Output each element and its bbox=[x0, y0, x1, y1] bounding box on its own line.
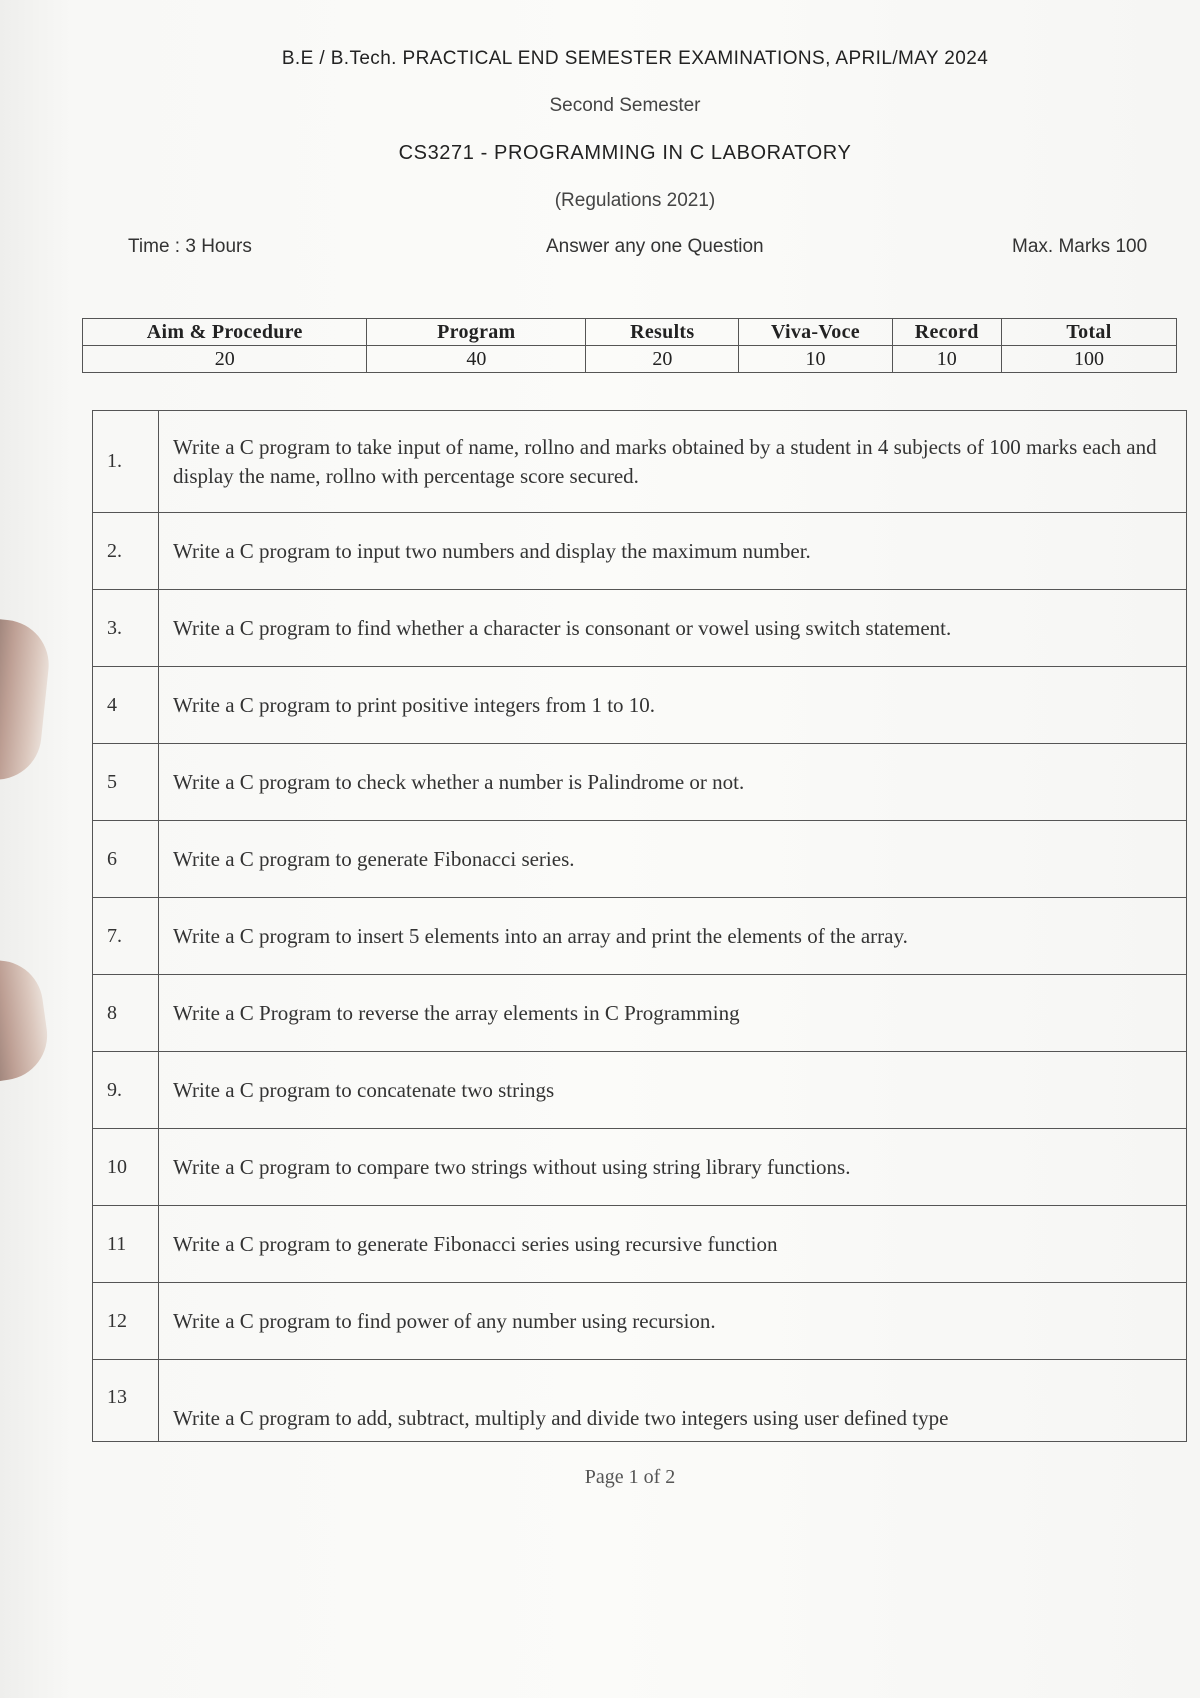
question-text: Write a C program to add, subtract, multiply and divide two integers using user defined type bbox=[173, 1406, 949, 1430]
question-number: 12 bbox=[93, 1283, 159, 1359]
question-row bbox=[93, 513, 1186, 590]
question-text: Write a C program to take input of name, rollno and marks obtained by a student in 4 subjects of 100 marks each and display the name, rollno with percentage score secured. bbox=[173, 434, 1157, 488]
question-row bbox=[93, 975, 1186, 1052]
question-text: Write a C program to input two numbers and display the maximum number. bbox=[173, 538, 811, 563]
course-title: CS3271 - PROGRAMMING IN C LABORATORY bbox=[398, 142, 852, 164]
question-number: 11 bbox=[93, 1206, 159, 1282]
regulations-label: (Regulations 2021) bbox=[554, 190, 716, 211]
question-text: Write a C program to print positive integers from 1 to 10. bbox=[173, 692, 656, 717]
semester-label: Second Semester bbox=[549, 95, 701, 116]
question-row bbox=[93, 898, 1186, 975]
question-row bbox=[93, 744, 1186, 821]
question-row bbox=[93, 667, 1186, 744]
marks-header-row bbox=[83, 319, 1177, 346]
question-text: Write a C program to insert 5 elements into an array and print the elements of the array. bbox=[173, 923, 908, 948]
question-number: 5 bbox=[93, 744, 159, 820]
question-number: 1. bbox=[93, 411, 159, 512]
question-text: Write a C program to find power of any number using recursion. bbox=[173, 1308, 716, 1333]
marks-value-program: 40 bbox=[367, 346, 586, 373]
page-number: Page 1 of 2 bbox=[584, 1466, 676, 1488]
question-number: 13 bbox=[93, 1360, 159, 1441]
question-row bbox=[93, 1206, 1186, 1283]
question-number: 2. bbox=[93, 513, 159, 589]
question-number: 8 bbox=[93, 975, 159, 1051]
marks-header-total: Total bbox=[1001, 319, 1176, 346]
marks-header-viva: Viva-Voce bbox=[739, 319, 892, 346]
marks-header-program: Program bbox=[367, 319, 586, 346]
marks-value-results: 20 bbox=[586, 346, 739, 373]
marks-header-aim: Aim & Procedure bbox=[83, 319, 367, 346]
marks-distribution-table bbox=[82, 318, 1177, 373]
question-row bbox=[93, 1129, 1186, 1206]
marks-value-record: 10 bbox=[892, 346, 1001, 373]
marks-header-record: Record bbox=[892, 319, 1001, 346]
question-text: Write a C program to find whether a character is consonant or vowel using switch statement. bbox=[173, 615, 952, 640]
question-number: 4 bbox=[93, 667, 159, 743]
question-text: Write a C program to concatenate two strings bbox=[173, 1077, 555, 1102]
questions-table bbox=[92, 410, 1187, 1442]
finger-shadow bbox=[0, 616, 53, 784]
question-number: 10 bbox=[93, 1129, 159, 1205]
question-row bbox=[93, 1052, 1186, 1129]
marks-value-viva: 10 bbox=[739, 346, 892, 373]
question-number: 9. bbox=[93, 1052, 159, 1128]
question-number: 3. bbox=[93, 590, 159, 666]
answer-instruction: Answer any one Question bbox=[546, 236, 764, 257]
finger-shadow bbox=[0, 955, 53, 1086]
question-row bbox=[93, 1283, 1186, 1360]
question-text: Write a C program to compare two strings without using string library functions. bbox=[173, 1154, 851, 1179]
question-row bbox=[93, 411, 1186, 513]
question-number: 6 bbox=[93, 821, 159, 897]
question-number: 7. bbox=[93, 898, 159, 974]
marks-value-total: 100 bbox=[1001, 346, 1176, 373]
question-row bbox=[93, 821, 1186, 898]
question-text: Write a C program to check whether a number is Palindrome or not. bbox=[173, 769, 745, 794]
question-text: Write a C Program to reverse the array elements in C Programming bbox=[173, 1000, 740, 1025]
marks-value-row bbox=[83, 346, 1177, 373]
exam-duration: Time : 3 Hours bbox=[128, 236, 252, 257]
marks-value-aim: 20 bbox=[83, 346, 367, 373]
question-row bbox=[93, 1360, 1186, 1442]
marks-header-results: Results bbox=[586, 319, 739, 346]
max-marks: Max. Marks 100 bbox=[1012, 236, 1148, 257]
question-text: Write a C program to generate Fibonacci series using recursive function bbox=[173, 1231, 778, 1256]
question-row bbox=[93, 590, 1186, 667]
exam-title: B.E / B.Tech. PRACTICAL END SEMESTER EXAMINATIONS, APRIL/MAY 2024 bbox=[281, 48, 989, 69]
question-text: Write a C program to generate Fibonacci series. bbox=[173, 846, 575, 871]
